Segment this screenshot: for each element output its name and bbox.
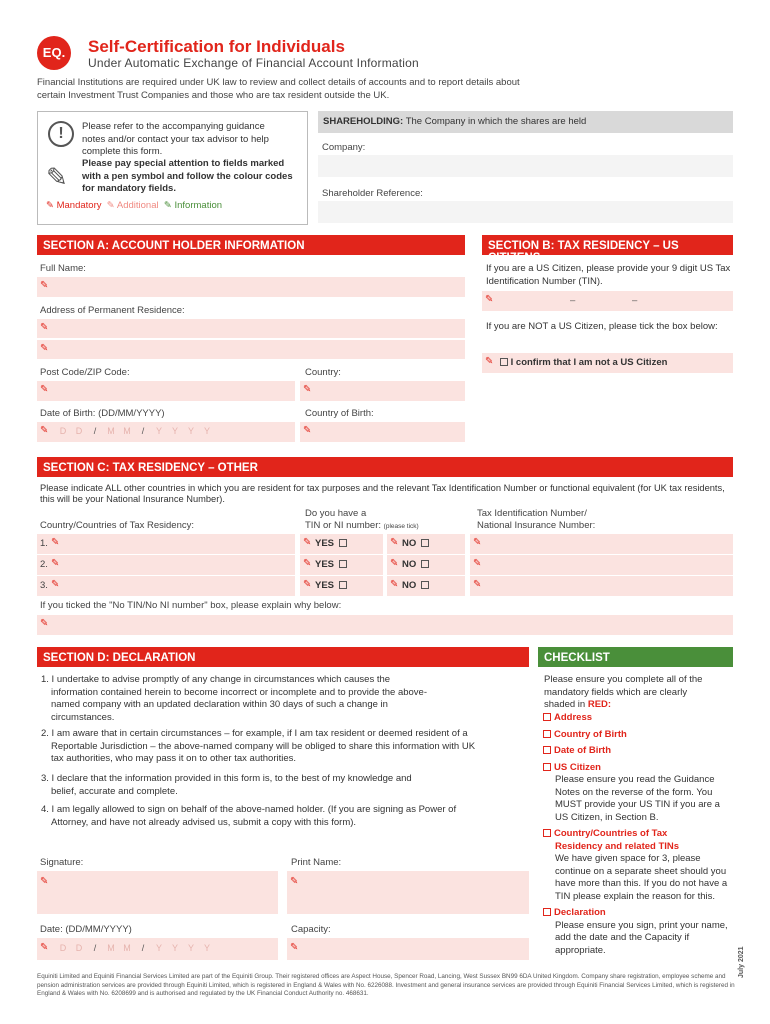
checklist-checkbox[interactable] bbox=[543, 763, 551, 771]
date-label: Date: (DD/MM/YYYY) bbox=[40, 924, 132, 935]
pen-icon: ✎ bbox=[40, 343, 49, 354]
pen-icon: ✎ bbox=[290, 876, 299, 887]
exclamation-icon: ! bbox=[48, 121, 74, 147]
tin-no-field-2[interactable] bbox=[387, 555, 465, 575]
yes-checkbox[interactable] bbox=[339, 560, 347, 568]
legend-information: Information bbox=[174, 200, 223, 211]
shareholding-header bbox=[318, 111, 733, 133]
company-label: Company: bbox=[322, 142, 366, 153]
tin-yes-field-1[interactable] bbox=[300, 534, 383, 554]
section-c-intro: Please indicate ALL other countries in which you are resident for tax purposes and the relevant Tax Identification Number or functional equivalent (for UK tax residents, this will be your National Insurance Number). bbox=[40, 483, 725, 504]
pen-icon: ✎ bbox=[485, 356, 494, 367]
dob-field[interactable] bbox=[37, 422, 295, 442]
pen-icon: ✎ bbox=[303, 384, 312, 395]
declaration-item-4: 4. I am legally allowed to sign on behalf of the above-named holder. (If you are signing as Power of Attorney, and have not already advised us, submit a copy with this form). bbox=[41, 804, 457, 828]
notice-text-2: Please pay special attention to fields marked with a pen symbol and follow the colour codes for mandatory fields. bbox=[82, 158, 293, 194]
pen-icon: ✎ bbox=[473, 579, 482, 590]
pencil-icon: ✎ bbox=[46, 162, 68, 192]
explain-label: If you ticked the "No TIN/No NI number" box, please explain why below: bbox=[40, 600, 342, 611]
additional-pen-icon: ✎ bbox=[106, 200, 115, 211]
no-label: NO bbox=[402, 559, 417, 570]
checklist-note-tax-residency: We have given space for 3, please continue on a separate sheet should you have more than this. If you do not have a TIN please explain the reason for this. bbox=[555, 853, 728, 902]
country-field[interactable] bbox=[300, 381, 465, 401]
row-number: 2. bbox=[40, 559, 48, 570]
col-tin-question-1: Do you have a bbox=[305, 508, 367, 519]
company-field[interactable] bbox=[318, 155, 733, 177]
tin-separator: – bbox=[570, 295, 576, 306]
yes-label: YES bbox=[315, 559, 335, 570]
no-checkbox[interactable] bbox=[421, 560, 429, 568]
pen-icon: ✎ bbox=[290, 942, 299, 953]
checklist-item-tax-residency: Country/Countries of Tax Residency and related TINs bbox=[554, 828, 680, 852]
yes-checkbox[interactable] bbox=[339, 539, 347, 547]
pen-icon: ✎ bbox=[40, 876, 49, 887]
pen-icon: ✎ bbox=[40, 425, 49, 436]
declaration-item-2: 2. I am aware that in certain circumstances – for example, if I am tax resident or deemed resident of a Reportable Jurisdiction – the above-named company will be obliged to share this information with UK tax authorities, who may pass it on to other tax authorities. bbox=[41, 728, 476, 764]
postcode-label: Post Code/ZIP Code: bbox=[40, 367, 130, 378]
pen-icon: ✎ bbox=[303, 537, 312, 548]
eq-logo: EQ. bbox=[37, 36, 71, 70]
tin-yes-field-3[interactable] bbox=[300, 576, 383, 596]
pen-icon: ✎ bbox=[473, 537, 482, 548]
shareholding-desc: The Company in which the shares are held bbox=[405, 116, 587, 127]
checklist-checkbox[interactable] bbox=[543, 829, 551, 837]
pen-icon: ✎ bbox=[473, 558, 482, 569]
checklist-intro: Please ensure you complete all of the mandatory fields which are clearly shaded in RED: bbox=[544, 674, 703, 710]
row-number: 3. bbox=[40, 580, 48, 591]
not-us-checkbox[interactable] bbox=[500, 358, 508, 366]
checklist-checkbox[interactable] bbox=[543, 713, 551, 721]
no-checkbox[interactable] bbox=[421, 581, 429, 589]
tin-yes-field-2[interactable] bbox=[300, 555, 383, 575]
cob-label: Country of Birth: bbox=[305, 408, 374, 419]
signature-field[interactable] bbox=[37, 871, 278, 914]
full-name-field[interactable] bbox=[37, 277, 465, 297]
shareholding-label: SHAREHOLDING: bbox=[323, 116, 404, 127]
row-number: 1. bbox=[40, 538, 48, 549]
pen-icon: ✎ bbox=[485, 294, 494, 305]
section-d-header: SECTION D: DECLARATION bbox=[37, 647, 529, 667]
country-label: Country: bbox=[305, 367, 341, 378]
no-label: NO bbox=[402, 580, 417, 591]
date-cells: D D / M M / Y Y Y Y bbox=[59, 943, 210, 953]
pen-icon: ✎ bbox=[40, 942, 49, 953]
pen-icon: ✎ bbox=[40, 322, 49, 333]
address-field-2[interactable] bbox=[37, 340, 465, 359]
no-label: NO bbox=[402, 538, 417, 549]
col-tin-number-1: Tax Identification Number/ bbox=[477, 508, 587, 519]
checklist-header: CHECKLIST bbox=[538, 647, 733, 667]
legend-additional: Additional bbox=[116, 200, 159, 211]
color-legend bbox=[46, 200, 222, 211]
col-tin-number-2: National Insurance Number: bbox=[477, 520, 596, 531]
tax-country-field-2[interactable] bbox=[37, 555, 295, 575]
date-field[interactable] bbox=[37, 938, 278, 960]
declaration-item-3: 3. I declare that the information provided in this form is, to the best of my knowledge and belief, accurate and complete. bbox=[41, 773, 412, 797]
section-a-header: SECTION A: ACCOUNT HOLDER INFORMATION bbox=[37, 235, 465, 255]
footer-date: July 2021 bbox=[738, 946, 745, 978]
checklist-item-date-of-birth: Date of Birth bbox=[554, 745, 611, 756]
not-us-text: If you are NOT a US Citizen, please tick the box below: bbox=[486, 321, 718, 332]
checklist-checkbox[interactable] bbox=[543, 746, 551, 754]
explain-field[interactable] bbox=[37, 615, 733, 635]
col-tin-hint: (please tick) bbox=[383, 523, 419, 530]
tin-number-field-1[interactable] bbox=[470, 534, 733, 554]
tin-no-field-3[interactable] bbox=[387, 576, 465, 596]
tax-country-field-3[interactable] bbox=[37, 576, 295, 596]
declaration-item-1: 1. I undertake to advise promptly of any change in circumstances which causes the information contained herein to become incorrect or incomplete and to provide the above-named company with an updated declaration within 30 days of such a change in circumstances. bbox=[41, 674, 427, 723]
legend-mandatory: Mandatory bbox=[56, 200, 102, 211]
tax-country-field-1[interactable] bbox=[37, 534, 295, 554]
pen-icon: ✎ bbox=[303, 579, 312, 590]
capacity-label: Capacity: bbox=[291, 924, 331, 935]
address-field-1[interactable] bbox=[37, 319, 465, 338]
pen-icon: ✎ bbox=[390, 579, 399, 590]
tin-separator: – bbox=[632, 295, 638, 306]
not-us-confirm-field[interactable] bbox=[482, 353, 733, 373]
mandatory-pen-icon: ✎ bbox=[46, 200, 54, 211]
checklist-items bbox=[543, 712, 733, 957]
checklist-checkbox[interactable] bbox=[543, 730, 551, 738]
shareholder-reference-label: Shareholder Reference: bbox=[322, 188, 423, 199]
capacity-field[interactable] bbox=[287, 938, 529, 960]
not-us-confirm-label: I confirm that I am not a US Citizen bbox=[510, 357, 668, 368]
full-name-label: Full Name: bbox=[40, 263, 86, 274]
page-title: Self-Certification for Individuals bbox=[88, 37, 345, 56]
checklist-note-us-citizen: Please ensure you read the Guidance Notes on the reverse of the form. You MUST provide your US TIN if you are a US Citizen, in Section B. bbox=[555, 774, 720, 823]
print-name-label: Print Name: bbox=[291, 857, 342, 868]
us-tin-field[interactable] bbox=[482, 291, 733, 311]
us-citizen-text: If you are a US Citizen, please provide your 9 digit US Tax Identification Number (TIN). bbox=[486, 263, 731, 287]
pen-icon: ✎ bbox=[390, 558, 399, 569]
pen-icon: ✎ bbox=[40, 618, 49, 629]
dob-cells: D D / M M / Y Y Y Y bbox=[59, 426, 210, 436]
pen-icon: ✎ bbox=[390, 537, 399, 548]
yes-checkbox[interactable] bbox=[339, 581, 347, 589]
tin-number-field-3[interactable] bbox=[470, 576, 733, 596]
pen-icon: ✎ bbox=[51, 579, 60, 590]
postcode-field[interactable] bbox=[37, 381, 295, 401]
information-pen-icon: ✎ bbox=[163, 200, 172, 211]
pen-icon: ✎ bbox=[40, 384, 49, 395]
checklist-note-declaration: Please ensure you sign, print your name, add the date and the Capacity if appropriate. bbox=[555, 919, 728, 956]
notice-box bbox=[37, 111, 308, 225]
intro-text: Financial Institutions are required under UK law to review and collect details of accounts and to report details about certain Investment Trust Companies and those who are tax resident outside the UK. bbox=[37, 77, 520, 101]
cob-field[interactable] bbox=[300, 422, 465, 442]
checklist-item-country-of-birth: Country of Birth bbox=[554, 728, 627, 740]
signature-label: Signature: bbox=[40, 857, 84, 868]
yes-label: YES bbox=[315, 538, 335, 549]
print-name-field[interactable] bbox=[287, 871, 529, 914]
section-b-header: SECTION B: TAX RESIDENCY – US CITIZENS bbox=[482, 235, 733, 255]
notice-text-1: Please refer to the accompanying guidance notes and/or contact your tax advisor to help complete this form. bbox=[82, 121, 269, 157]
section-c-header: SECTION C: TAX RESIDENCY – OTHER bbox=[37, 457, 733, 477]
page-subtitle: Under Automatic Exchange of Financial Account Information bbox=[88, 56, 419, 70]
checklist-item-address: Address bbox=[554, 712, 593, 723]
pen-icon: ✎ bbox=[303, 558, 312, 569]
tin-no-field-1[interactable] bbox=[387, 534, 465, 554]
pen-icon: ✎ bbox=[40, 280, 49, 291]
address-label: Address of Permanent Residence: bbox=[40, 305, 185, 316]
checklist-checkbox[interactable] bbox=[543, 908, 551, 916]
dob-label: Date of Birth: (DD/MM/YYYY) bbox=[40, 408, 165, 419]
pen-icon: ✎ bbox=[303, 425, 312, 436]
checklist-item-us-citizen: US Citizen bbox=[554, 761, 601, 773]
checklist-item-declaration: Declaration bbox=[554, 907, 606, 918]
col-country-label: Country/Countries of Tax Residency: bbox=[40, 520, 195, 531]
pen-icon: ✎ bbox=[51, 558, 60, 569]
col-tin-question-2: TIN or NI number: bbox=[305, 520, 382, 531]
footer-text: Equiniti Limited and Equiniti Financial Services Limited are part of the Equiniti Group. Their registered offices are Aspect House, Spencer Road, Lancing, West Sussex BN99 6DA United Kingdom. Company share registration, employee scheme and pension administration services are provided through Equiniti Limited, which is registered in England & Wales with No. 6226088. Investment and general insurance services are provided through Equiniti Financial Services Limited, which is registered in England & Wales with No. 6208699 and is authorised and regulated by the UK Financial Conduct Authority no. 468631. bbox=[37, 973, 735, 998]
no-checkbox[interactable] bbox=[421, 539, 429, 547]
pen-icon: ✎ bbox=[51, 537, 60, 548]
shareholder-reference-field[interactable] bbox=[318, 201, 733, 223]
tin-number-field-2[interactable] bbox=[470, 555, 733, 575]
yes-label: YES bbox=[315, 580, 335, 591]
